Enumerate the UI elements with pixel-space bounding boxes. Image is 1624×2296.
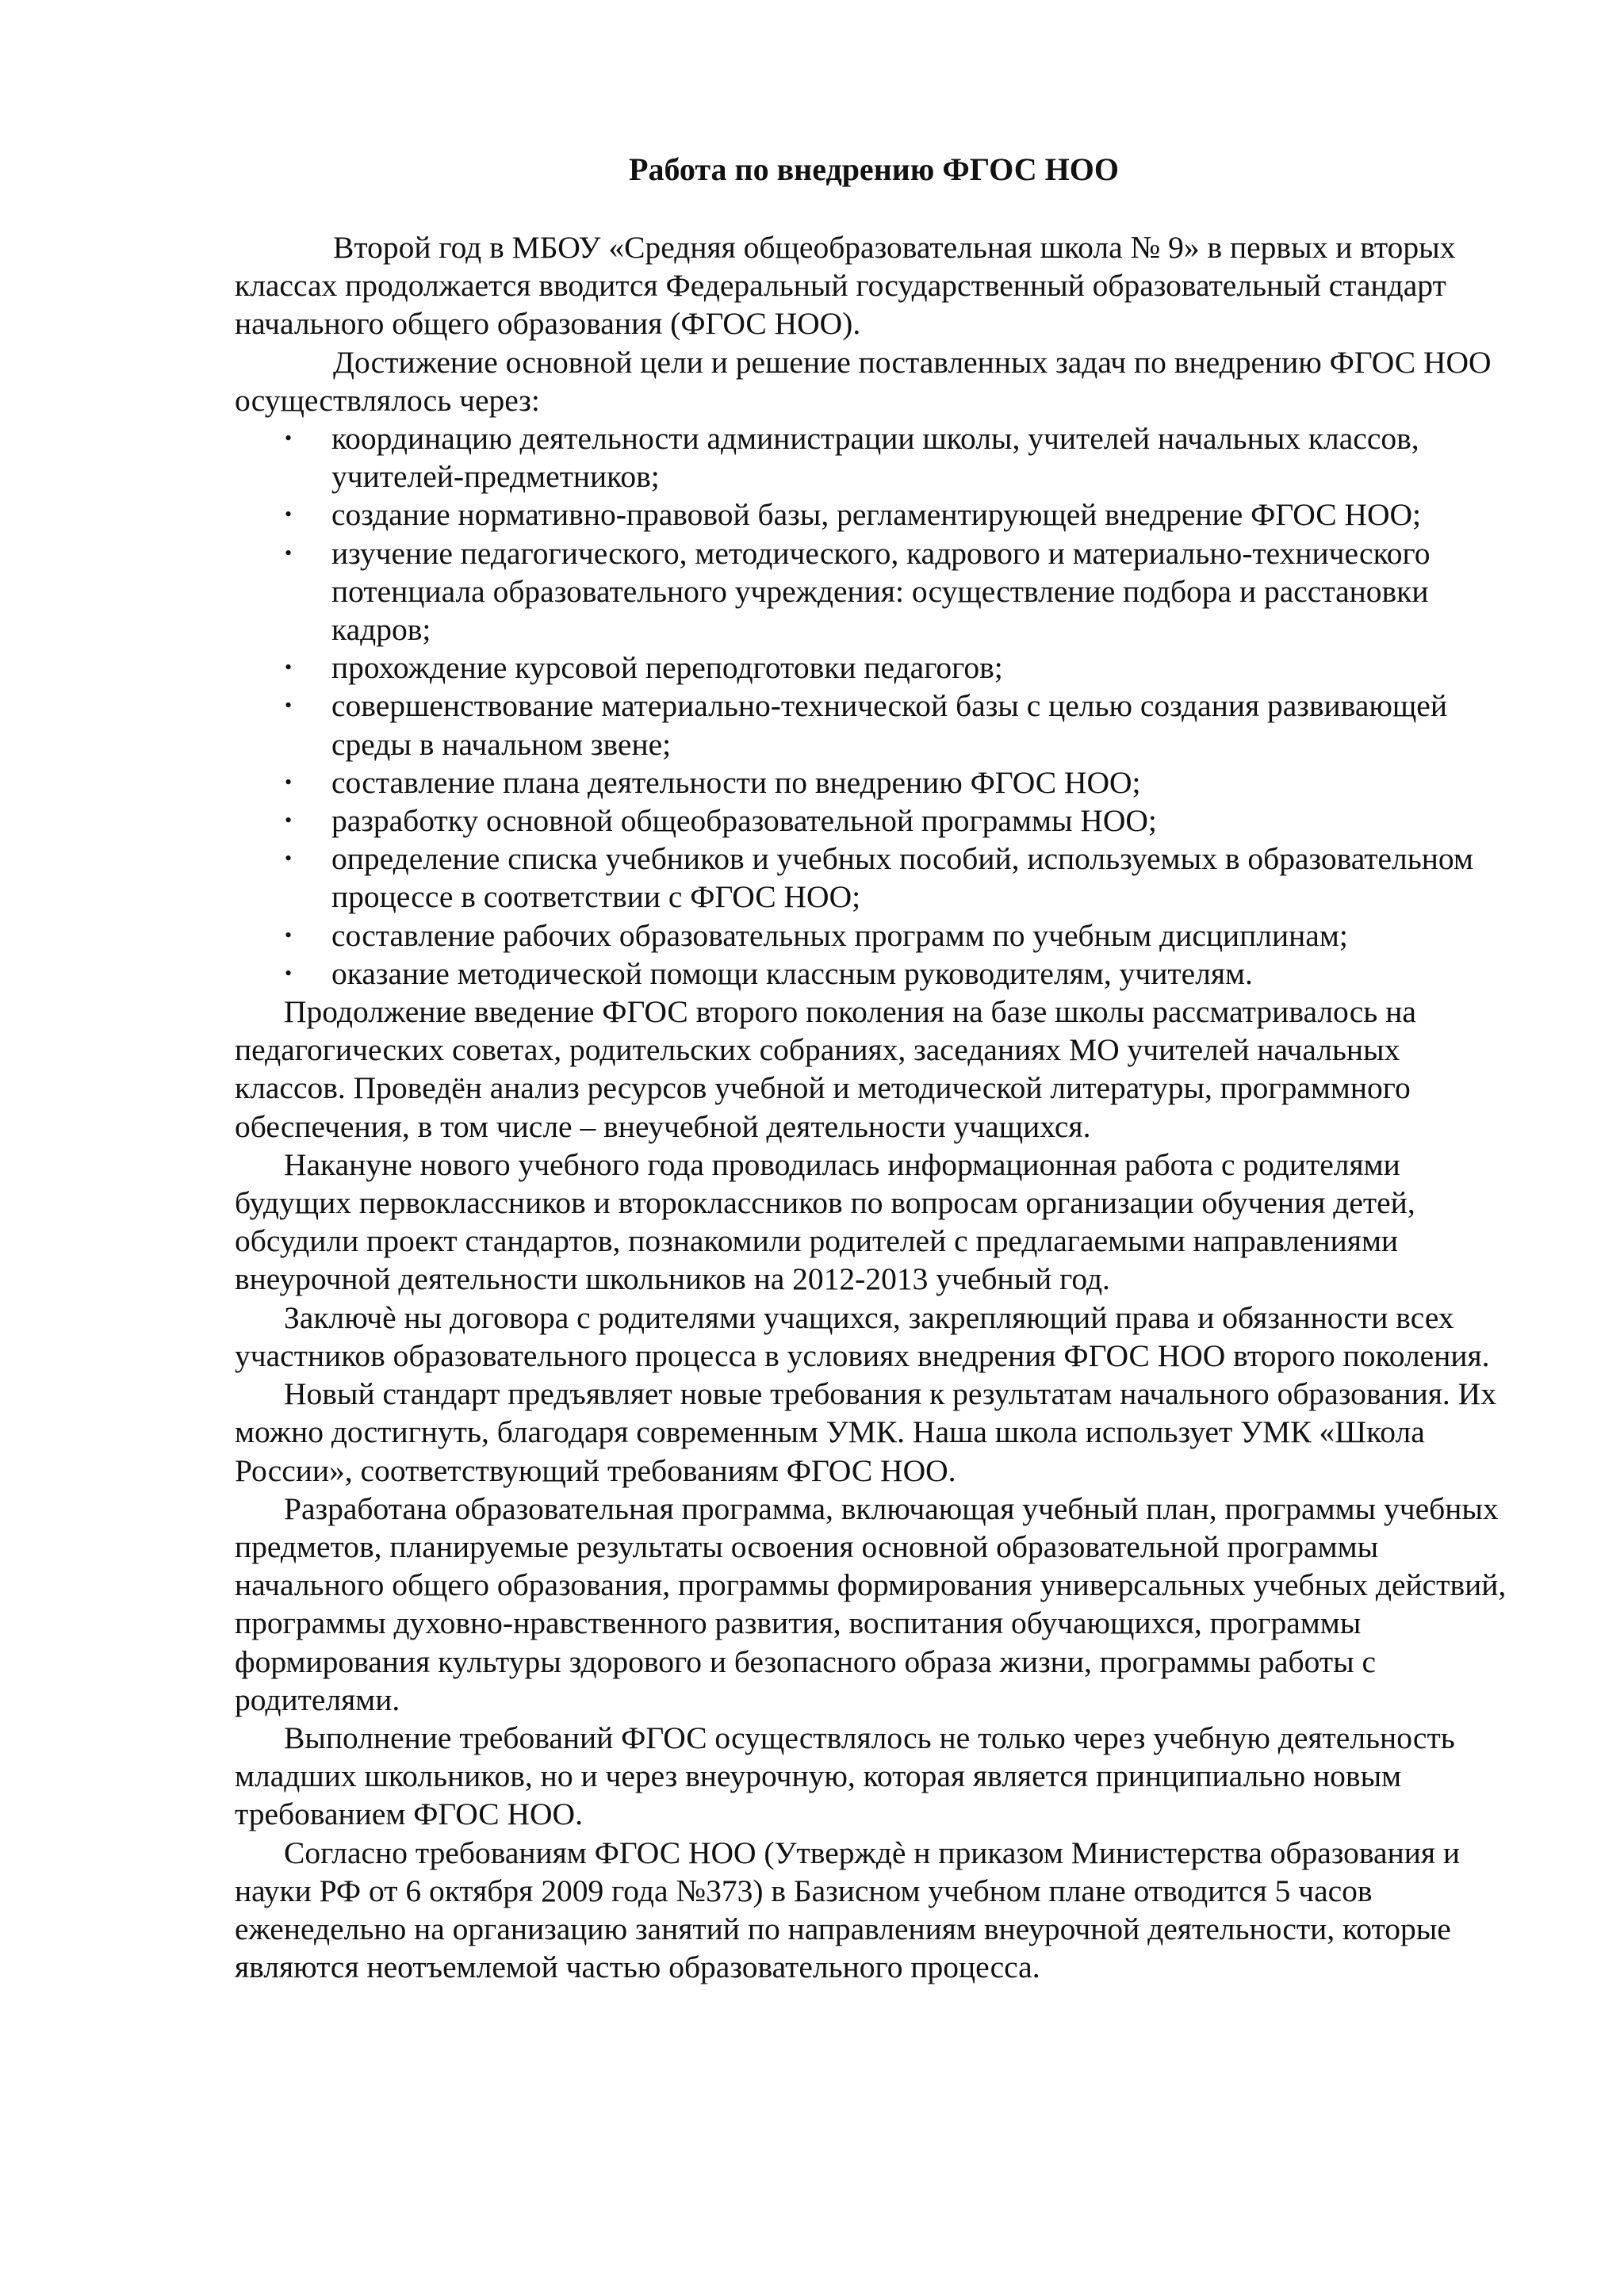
intro-paragraph: Достижение основной цели и решение поставленных задач по внедрению ФГОС НОО осуществлялось через: (235, 344, 1492, 418)
intro-paragraph: Второй год в МБОУ «Средняя общеобразовательная школа № 9» в первых и вторых классах продолжается вводится Федеральный государственный образовательный стандарт начального общего образования (ФГОС НОО). (235, 230, 1456, 342)
bullet-icon: • (285, 656, 293, 679)
body-paragraph: Согласно требованиям ФГОС НОО (Утверждѐ н приказом Министерства образования и науки РФ от 6 октября 2009 года №373) в Базисном учебном плане отводится 5 часов еженедельно на организацию занятий по направлениям внеурочной деятельности, которые являются неотъемлемой частью образовательного процесса. (235, 1835, 1461, 1985)
bullet-icon: • (285, 961, 293, 985)
document-title: Работа по внедрению ФГОС НОО (629, 151, 1119, 187)
bullet-icon: • (285, 503, 293, 526)
list-item-text: разработку основной общеобразовательной программы НОО; (331, 803, 1157, 839)
list-item-text: составление плана деятельности по внедрению ФГОС НОО; (331, 764, 1141, 800)
bullet-icon: • (285, 427, 293, 450)
list-item (285, 840, 1513, 916)
body-paragraph: Продолжение введение ФГОС второго поколения на базе школы рассматривалось на педагогических советах, родительских собраниях, заседаниях МО учителей начальных классов. Проведён анализ ресурсов учебной и методической литературы, программного обеспечения, в том числе – внеучебной деятельности учащихся. (235, 994, 1416, 1144)
list-item (285, 419, 1513, 496)
list-item-text: прохождение курсовой переподготовки педагогов; (331, 650, 1003, 686)
list-item-text: создание нормативно-правовой базы, регламентирующей внедрение ФГОС НОО; (331, 497, 1422, 533)
bullet-icon: • (285, 809, 293, 832)
body-paragraph: Разработана образовательная программа, включающая учебный план, программы учебных предметов, планируемые результаты освоения основной образовательной программы начального общего образования, программы формирования универсальных учебных действий, программы духовно-нравственного развития, воспитания обучающихся, программы формирования культуры здорового и безопасного образа жизни, программы работы с родителями. (235, 1490, 1507, 1717)
body-paragraph: Заключѐ ны договора с родителями учащихся, закрепляющий права и обязанности всех участников образовательного процесса в условиях внедрения ФГОС НОО второго поколения. (235, 1299, 1490, 1373)
list-item-text: совершенствование материально-технической базы с целью создания развивающей среды в начальном звене; (331, 688, 1447, 762)
list-item (285, 687, 1513, 763)
list-item-text: составление рабочих образовательных программ по учебным дисциплинам; (331, 917, 1348, 953)
list-item-text: оказание методической помощи классным руководителям, учителям. (331, 955, 1253, 991)
bullet-icon: • (285, 694, 293, 718)
list-item (285, 916, 1513, 955)
body-paragraph: Накануне нового учебного года проводилась информационная работа с родителями будущих первоклассников и второклассников по вопросам организации обучения детей, обсудили проект стандартов, познакомили родителей с предлагаемыми направлениями внеурочной деятельности школьников на 2012-2013 учебный год. (235, 1146, 1415, 1297)
list-item (285, 955, 1513, 993)
bullet-icon: • (285, 923, 293, 947)
list-item-text: определение списка учебников и учебных пособий, используемых в образовательном процессе в соответствии с ФГОС НОО; (331, 841, 1473, 915)
list-item (285, 763, 1513, 802)
body-paragraph: Новый стандарт предъявляет новые требования к результатам начального образования. Их можно достигнуть, благодаря современным УМК. Наша школа использует УМК «Школа России», соответствующий требованиям ФГОС НОО. (235, 1376, 1496, 1488)
bullet-icon: • (285, 541, 293, 564)
document-page (235, 151, 1513, 1986)
bullet-icon: • (285, 847, 293, 871)
list-item (285, 534, 1513, 649)
list-item (285, 496, 1513, 534)
bullet-list (235, 419, 1513, 993)
list-item (285, 649, 1513, 687)
body-paragraph: Выполнение требований ФГОС осуществлялось не только через учебную деятельность младших школьников, но и через внеурочную, которая является принципиально новым требованием ФГОС НОО. (235, 1720, 1455, 1832)
list-item (285, 802, 1513, 840)
bullet-icon: • (285, 770, 293, 794)
list-item-text: координацию деятельности администрации школы, учителей начальных классов, учителей-предметников; (331, 421, 1419, 495)
list-item-text: изучение педагогического, методического, кадрового и материально-технического потенциала образовательного учреждения: осуществление подбора и расстановки кадров; (331, 535, 1431, 648)
